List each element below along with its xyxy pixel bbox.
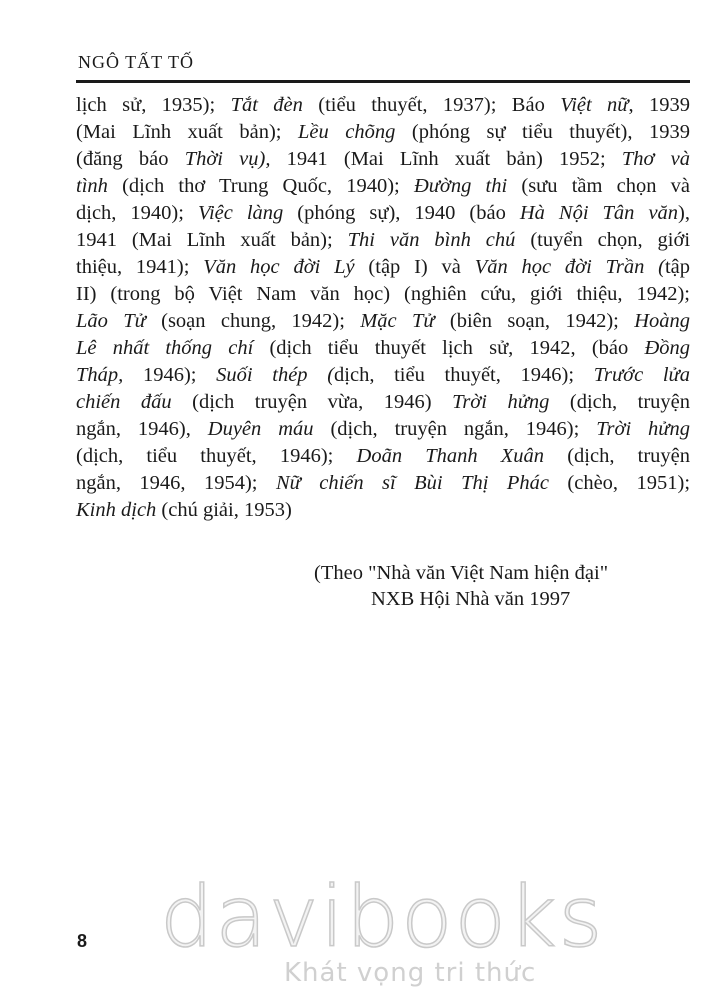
italic-title: tình bbox=[76, 175, 108, 197]
text-segment: 1941 (Mai Lĩnh xuất bản); bbox=[76, 229, 348, 251]
text-segment: (phóng sự), 1940 (báo bbox=[283, 202, 520, 224]
text-line bbox=[76, 335, 690, 362]
italic-title: Hà Nội Tân văn bbox=[519, 202, 679, 224]
watermark-logo: davibooks bbox=[160, 868, 605, 966]
text-segment: , 1939 bbox=[628, 94, 690, 116]
italic-title: Nữ chiến sĩ Bùi Thị Phác bbox=[275, 472, 549, 494]
text-segment: (biên soạn, 1942); bbox=[434, 310, 635, 332]
italic-title: Trời hửng bbox=[596, 418, 690, 440]
page-number: 8 bbox=[77, 931, 88, 951]
text-segment: (tuyển chọn, giới bbox=[515, 229, 691, 251]
text-segment: (phóng sự tiểu thuyết), 1939 bbox=[395, 121, 690, 143]
text-segment: ), bbox=[678, 202, 690, 224]
text-segment: 1946); bbox=[123, 364, 217, 386]
italic-title: Kinh dịch bbox=[76, 499, 157, 521]
italic-title: Tắt đèn bbox=[230, 94, 303, 116]
italic-title: Lê nhất thống chí bbox=[76, 337, 254, 359]
text-segment: (soạn chung, 1942); bbox=[145, 310, 361, 332]
text-segment: 1941 (Mai Lĩnh xuất bản) 1952; bbox=[270, 148, 622, 170]
italic-title: Văn học đời Trần ( bbox=[474, 256, 665, 278]
text-line bbox=[76, 416, 690, 443]
text-line bbox=[76, 92, 690, 119]
text-line bbox=[76, 119, 690, 146]
italic-title: Hoàng bbox=[634, 310, 690, 332]
italic-title: Tháp, bbox=[76, 364, 124, 386]
italic-title: Thơ và bbox=[621, 148, 690, 170]
text-line bbox=[76, 362, 690, 389]
text-segment: (chú giải, 1953) bbox=[156, 499, 292, 521]
italic-title: Đồng bbox=[644, 337, 691, 359]
text-segment: dịch, tiểu thuyết, 1946); bbox=[334, 364, 594, 386]
text-segment: (dịch, truyện bbox=[549, 391, 691, 413]
text-segment: (dịch, truyện bbox=[544, 445, 690, 467]
italic-title: Việt nữ bbox=[560, 94, 629, 116]
italic-title: chiến đấu bbox=[76, 391, 172, 413]
bibliography-paragraph bbox=[76, 92, 690, 524]
italic-title: Trời hửng bbox=[452, 391, 550, 413]
header-rule bbox=[76, 80, 690, 83]
text-segment: (dịch, tiểu thuyết, 1946); bbox=[76, 445, 357, 467]
text-line bbox=[76, 173, 690, 200]
italic-title: Trước lửa bbox=[593, 364, 690, 386]
running-header: NGÔ TẤT TỐ bbox=[78, 52, 195, 72]
watermark-slogan: Khát vọng tri thức bbox=[284, 958, 537, 988]
text-line bbox=[76, 308, 690, 335]
text-segment: (tập I) và bbox=[354, 256, 475, 278]
text-segment: (tiểu thuyết, 1937); Báo bbox=[302, 94, 561, 116]
italic-title: Doãn Thanh Xuân bbox=[356, 445, 545, 467]
text-segment: II) (trong bộ Việt Nam văn học) (nghiên cứu, giới thiệu, 1942); bbox=[76, 283, 690, 305]
text-line bbox=[76, 227, 690, 254]
italic-title: Lão Tử bbox=[76, 310, 146, 332]
italic-title: Lều chõng bbox=[298, 121, 396, 143]
text-segment: (sưu tầm chọn và bbox=[507, 175, 690, 197]
text-line bbox=[76, 443, 690, 470]
text-line bbox=[76, 497, 690, 524]
text-line bbox=[76, 470, 690, 497]
text-segment: (Mai Lĩnh xuất bản); bbox=[76, 121, 299, 143]
text-line bbox=[76, 254, 690, 281]
italic-title: Suối thép ( bbox=[216, 364, 335, 386]
text-segment: ngắn, 1946, 1954); bbox=[76, 472, 276, 494]
text-segment: dịch, 1940); bbox=[76, 202, 198, 224]
italic-title: Đường thi bbox=[413, 175, 508, 197]
text-segment: thiệu, 1941); bbox=[76, 256, 204, 278]
italic-title: Duyên máu bbox=[207, 418, 314, 440]
text-line bbox=[76, 281, 690, 308]
source-citation-line-2: NXB Hội Nhà văn 1997 bbox=[371, 588, 571, 610]
text-line bbox=[76, 200, 690, 227]
text-line bbox=[76, 146, 690, 173]
italic-title: Văn học đời Lý bbox=[203, 256, 355, 278]
text-line bbox=[76, 389, 690, 416]
italic-title: Việc làng bbox=[197, 202, 284, 224]
text-segment: (dịch tiểu thuyết lịch sử, 1942, (báo bbox=[253, 337, 645, 359]
italic-title: Thi văn bình chú bbox=[347, 229, 516, 251]
text-segment: lịch sử, 1935); bbox=[76, 94, 231, 116]
text-segment: ngắn, 1946), bbox=[76, 418, 208, 440]
text-segment: (chèo, 1951); bbox=[548, 472, 691, 494]
italic-title: Thời vụ), bbox=[184, 148, 271, 170]
text-segment: (dịch truyện vừa, 1946) bbox=[171, 391, 453, 413]
text-segment: (đăng báo bbox=[76, 148, 185, 170]
text-segment: tập bbox=[664, 256, 691, 278]
text-segment: (dịch thơ Trung Quốc, 1940); bbox=[107, 175, 414, 197]
source-citation-line-1: (Theo "Nhà văn Việt Nam hiện đại" bbox=[314, 562, 609, 584]
text-segment: (dịch, truyện ngắn, 1946); bbox=[313, 418, 597, 440]
italic-title: Mặc Tử bbox=[360, 310, 435, 332]
